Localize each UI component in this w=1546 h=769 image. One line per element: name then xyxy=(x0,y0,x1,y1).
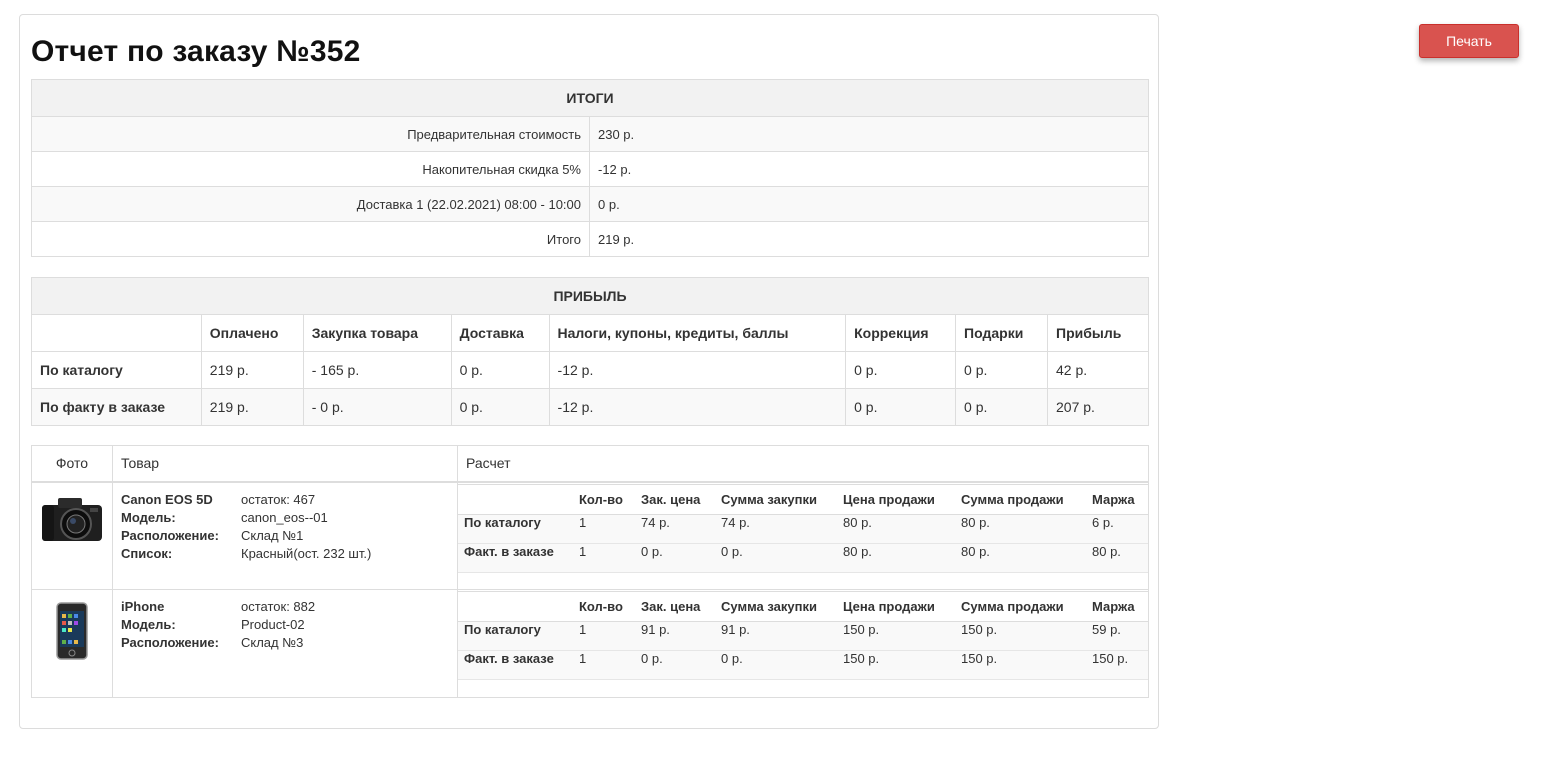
product-name: iPhone xyxy=(121,599,165,614)
product-photo xyxy=(32,590,113,698)
location-label: Расположение: xyxy=(121,527,219,543)
list-label: Список: xyxy=(121,545,173,561)
table-row xyxy=(32,389,1149,426)
calc-col: Сумма закупки xyxy=(715,592,837,622)
table-cell: - 165 р. xyxy=(303,352,451,389)
product-photo xyxy=(32,482,113,590)
table-cell: 80 р. xyxy=(1086,543,1148,572)
calc-col: Сумма продажи xyxy=(955,592,1086,622)
table-row xyxy=(32,352,1149,389)
table-row xyxy=(32,117,1149,152)
row-header: По каталогу xyxy=(458,514,573,543)
product-stock: остаток: 882 xyxy=(241,599,316,614)
calc-col: Сумма закупки xyxy=(715,484,837,514)
calc-col xyxy=(458,592,573,622)
model-label: Модель: xyxy=(121,509,176,525)
row-header: По факту в заказе xyxy=(32,389,202,426)
totals-value: 230 р. xyxy=(590,117,1149,152)
table-cell: 0 р. xyxy=(451,352,549,389)
calc-col: Цена продажи xyxy=(837,484,955,514)
table-cell: 0 р. xyxy=(715,543,837,572)
product-name: Canon EOS 5D xyxy=(121,491,213,507)
table-cell: 0 р. xyxy=(715,651,837,680)
location-label: Расположение: xyxy=(121,635,219,650)
table-cell: - 0 р. xyxy=(303,389,451,426)
column-header: Закупка товара xyxy=(303,315,451,352)
calc-col: Зак. цена xyxy=(635,592,715,622)
table-cell: 74 р. xyxy=(715,514,837,543)
products-table xyxy=(31,445,1149,698)
table-cell: 1 xyxy=(573,651,635,680)
calc-table xyxy=(458,591,1148,680)
table-row xyxy=(458,622,1148,651)
table-cell: 42 р. xyxy=(1048,352,1149,389)
table-row xyxy=(458,514,1148,543)
table-cell: 0 р. xyxy=(956,389,1048,426)
table-cell: 1 xyxy=(573,514,635,543)
product-header: Товар xyxy=(113,446,458,482)
calc-col: Зак. цена xyxy=(635,484,715,514)
totals-label: Предварительная стоимость xyxy=(32,117,590,152)
calc-col: Сумма продажи xyxy=(955,484,1086,514)
column-header xyxy=(32,315,202,352)
table-cell: 59 р. xyxy=(1086,622,1148,651)
column-header: Коррекция xyxy=(846,315,956,352)
table-cell: 0 р. xyxy=(956,352,1048,389)
report-panel xyxy=(19,14,1159,729)
list-value: Красный(ост. 232 шт.) xyxy=(241,545,372,561)
table-cell: 1 xyxy=(573,622,635,651)
calc-col: Маржа xyxy=(1086,592,1148,622)
product-row xyxy=(32,590,1149,698)
table-row xyxy=(458,651,1148,680)
table-cell: 0 р. xyxy=(635,651,715,680)
photo-header: Фото xyxy=(32,446,113,482)
totals-header: ИТОГИ xyxy=(32,80,1149,117)
product-info xyxy=(113,590,458,698)
model-label: Модель: xyxy=(121,617,176,632)
table-cell: 150 р. xyxy=(837,651,955,680)
row-header: Факт. в заказе xyxy=(458,651,573,680)
table-cell: 80 р. xyxy=(837,514,955,543)
table-cell: -12 р. xyxy=(549,389,846,426)
product-info xyxy=(113,482,458,590)
table-cell: 0 р. xyxy=(846,389,956,426)
table-cell: 0 р. xyxy=(635,543,715,572)
table-cell: 207 р. xyxy=(1048,389,1149,426)
table-cell: 91 р. xyxy=(715,622,837,651)
table-row xyxy=(32,187,1149,222)
calc-table xyxy=(458,484,1148,573)
calc-col: Маржа xyxy=(1086,484,1148,514)
table-cell: 91 р. xyxy=(635,622,715,651)
totals-value: 0 р. xyxy=(590,187,1149,222)
totals-label: Накопительная скидка 5% xyxy=(32,152,590,187)
row-header: Факт. в заказе xyxy=(458,543,573,572)
calc-cell xyxy=(458,482,1149,590)
profit-columns xyxy=(32,315,1149,352)
table-cell: 150 р. xyxy=(955,622,1086,651)
totals-label: Доставка 1 (22.02.2021) 08:00 - 10:00 xyxy=(32,187,590,222)
calc-cell xyxy=(458,590,1149,698)
table-cell: 150 р. xyxy=(837,622,955,651)
table-cell: 0 р. xyxy=(451,389,549,426)
profit-table xyxy=(31,277,1149,426)
table-cell: -12 р. xyxy=(549,352,846,389)
totals-table xyxy=(31,79,1149,257)
totals-value: -12 р. xyxy=(590,152,1149,187)
totals-value: 219 р. xyxy=(590,222,1149,257)
table-cell: 150 р. xyxy=(955,651,1086,680)
table-cell: 150 р. xyxy=(1086,651,1148,680)
row-header: По каталогу xyxy=(32,352,202,389)
print-button[interactable]: Печать xyxy=(1419,24,1519,58)
table-cell: 219 р. xyxy=(201,389,303,426)
column-header: Прибыль xyxy=(1048,315,1149,352)
column-header: Подарки xyxy=(956,315,1048,352)
model-value: Product-02 xyxy=(241,617,305,632)
table-cell: 0 р. xyxy=(846,352,956,389)
table-cell: 80 р. xyxy=(837,543,955,572)
totals-label: Итого xyxy=(32,222,590,257)
phone-icon xyxy=(56,602,88,660)
row-header: По каталогу xyxy=(458,622,573,651)
column-header: Оплачено xyxy=(201,315,303,352)
location-value: Склад №1 xyxy=(241,527,304,543)
calc-col xyxy=(458,484,573,514)
table-cell: 219 р. xyxy=(201,352,303,389)
model-value: canon_eos--01 xyxy=(241,509,328,525)
table-cell: 6 р. xyxy=(1086,514,1148,543)
column-header: Доставка xyxy=(451,315,549,352)
table-row xyxy=(32,152,1149,187)
camera-icon xyxy=(40,495,104,543)
calc-header: Расчет xyxy=(458,446,1149,482)
table-cell: 80 р. xyxy=(955,514,1086,543)
calc-col: Кол-во xyxy=(573,484,635,514)
calc-col: Кол-во xyxy=(573,592,635,622)
table-cell: 80 р. xyxy=(955,543,1086,572)
profit-header: ПРИБЫЛЬ xyxy=(32,278,1149,315)
table-cell: 1 xyxy=(573,543,635,572)
calc-col: Цена продажи xyxy=(837,592,955,622)
product-row xyxy=(32,482,1149,590)
location-value: Склад №3 xyxy=(241,635,304,650)
table-row xyxy=(32,222,1149,257)
product-stock: остаток: 467 xyxy=(241,491,316,507)
page-title: Отчет по заказу №352 xyxy=(31,35,361,68)
table-cell: 74 р. xyxy=(635,514,715,543)
table-row xyxy=(458,543,1148,572)
column-header: Налоги, купоны, кредиты, баллы xyxy=(549,315,846,352)
